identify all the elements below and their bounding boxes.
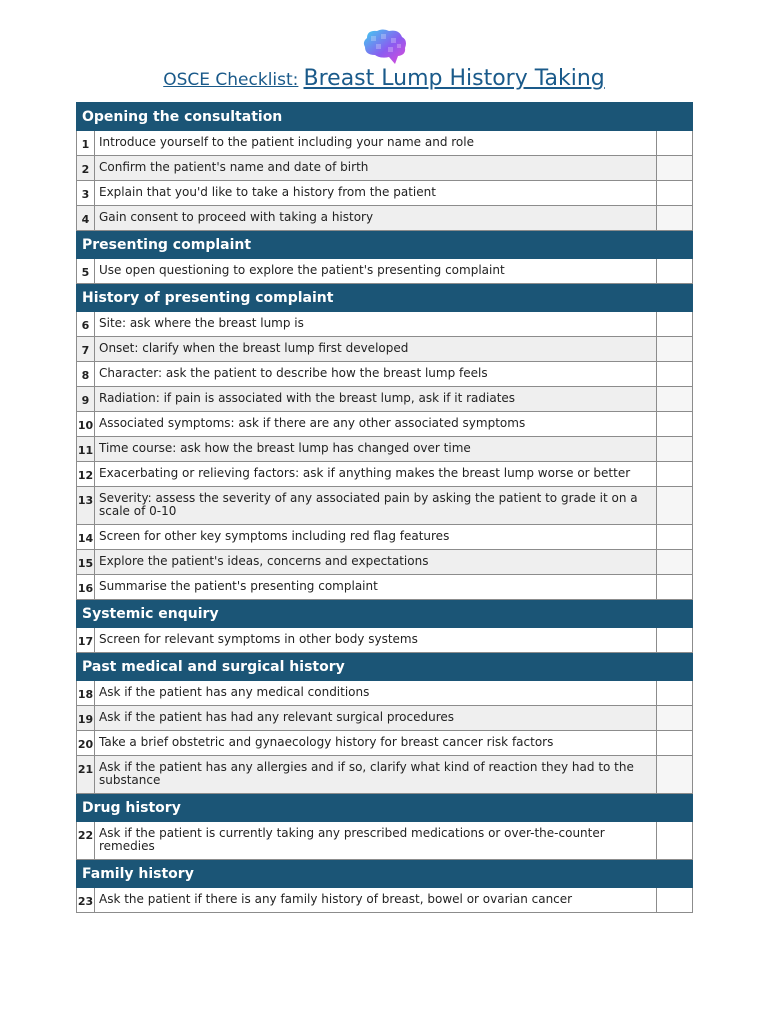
checklist-item <box>77 888 693 913</box>
item-text: Ask if the patient has any allergies and if so, clarify what kind of reaction they had to the substance <box>95 756 657 794</box>
checklist-item <box>77 706 693 731</box>
item-checkbox[interactable] <box>657 681 693 706</box>
section-header <box>77 653 693 681</box>
item-text: Use open questioning to explore the patient's presenting complaint <box>95 259 657 284</box>
title-main: Breast Lump History Taking <box>303 66 605 91</box>
checklist-item <box>77 437 693 462</box>
item-checkbox[interactable] <box>657 462 693 487</box>
item-text: Explore the patient's ideas, concerns and expectations <box>95 550 657 575</box>
checklist-item <box>77 206 693 231</box>
item-number: 9 <box>77 387 95 412</box>
section-header <box>77 600 693 628</box>
checklist-item <box>77 487 693 525</box>
item-text: Confirm the patient's name and date of birth <box>95 156 657 181</box>
item-text: Onset: clarify when the breast lump first developed <box>95 337 657 362</box>
item-number: 1 <box>77 131 95 156</box>
section-header <box>77 231 693 259</box>
checklist-item <box>77 412 693 437</box>
item-text: Character: ask the patient to describe how the breast lump feels <box>95 362 657 387</box>
item-text: Screen for relevant symptoms in other body systems <box>95 628 657 653</box>
item-text: Screen for other key symptoms including red flag features <box>95 525 657 550</box>
item-checkbox[interactable] <box>657 387 693 412</box>
item-checkbox[interactable] <box>657 337 693 362</box>
item-checkbox[interactable] <box>657 731 693 756</box>
item-checkbox[interactable] <box>657 525 693 550</box>
checklist-item <box>77 337 693 362</box>
item-number: 8 <box>77 362 95 387</box>
item-text: Severity: assess the severity of any associated pain by asking the patient to grade it on a scale of 0-10 <box>95 487 657 525</box>
checklist-item <box>77 525 693 550</box>
checklist-item <box>77 731 693 756</box>
checklist-item <box>77 628 693 653</box>
section-title: Opening the consultation <box>77 103 693 131</box>
item-text: Summarise the patient's presenting complaint <box>95 575 657 600</box>
item-text: Site: ask where the breast lump is <box>95 312 657 337</box>
item-text: Ask if the patient has any medical conditions <box>95 681 657 706</box>
item-checkbox[interactable] <box>657 131 693 156</box>
item-text: Exacerbating or relieving factors: ask if anything makes the breast lump worse or better <box>95 462 657 487</box>
item-text: Gain consent to proceed with taking a history <box>95 206 657 231</box>
section-header <box>77 103 693 131</box>
item-number: 6 <box>77 312 95 337</box>
checklist-item <box>77 181 693 206</box>
checklist-item <box>77 462 693 487</box>
item-checkbox[interactable] <box>657 437 693 462</box>
item-text: Ask the patient if there is any family history of breast, bowel or ovarian cancer <box>95 888 657 913</box>
item-checkbox[interactable] <box>657 822 693 860</box>
section-title: Presenting complaint <box>77 231 693 259</box>
item-number: 12 <box>77 462 95 487</box>
item-text: Introduce yourself to the patient including your name and role <box>95 131 657 156</box>
checklist-item <box>77 259 693 284</box>
checklist-item <box>77 681 693 706</box>
item-number: 17 <box>77 628 95 653</box>
checklist-table <box>76 102 693 913</box>
item-checkbox[interactable] <box>657 181 693 206</box>
checklist-item <box>77 822 693 860</box>
item-text: Associated symptoms: ask if there are any other associated symptoms <box>95 412 657 437</box>
item-number: 16 <box>77 575 95 600</box>
section-title: Past medical and surgical history <box>77 653 693 681</box>
item-text: Ask if the patient has had any relevant surgical procedures <box>95 706 657 731</box>
item-text: Explain that you'd like to take a history from the patient <box>95 181 657 206</box>
checklist-item <box>77 131 693 156</box>
section-title: History of presenting complaint <box>77 284 693 312</box>
item-text: Ask if the patient is currently taking any prescribed medications or over-the-counter remedies <box>95 822 657 860</box>
item-checkbox[interactable] <box>657 550 693 575</box>
item-number: 3 <box>77 181 95 206</box>
item-number: 21 <box>77 756 95 794</box>
section-header <box>77 794 693 822</box>
item-number: 14 <box>77 525 95 550</box>
brain-logo-icon <box>361 28 409 66</box>
page-title <box>0 66 768 91</box>
checklist-item <box>77 156 693 181</box>
section-title: Family history <box>77 860 693 888</box>
item-checkbox[interactable] <box>657 312 693 337</box>
checklist-item <box>77 387 693 412</box>
item-number: 5 <box>77 259 95 284</box>
checklist-item <box>77 575 693 600</box>
item-number: 7 <box>77 337 95 362</box>
item-checkbox[interactable] <box>657 412 693 437</box>
item-checkbox[interactable] <box>657 706 693 731</box>
section-title: Drug history <box>77 794 693 822</box>
checklist-item <box>77 312 693 337</box>
item-checkbox[interactable] <box>657 259 693 284</box>
title-prefix: OSCE Checklist: <box>163 70 299 90</box>
item-number: 2 <box>77 156 95 181</box>
section-header <box>77 860 693 888</box>
item-checkbox[interactable] <box>657 756 693 794</box>
item-text: Take a brief obstetric and gynaecology history for breast cancer risk factors <box>95 731 657 756</box>
item-checkbox[interactable] <box>657 362 693 387</box>
item-checkbox[interactable] <box>657 628 693 653</box>
item-text: Time course: ask how the breast lump has changed over time <box>95 437 657 462</box>
checklist-item <box>77 550 693 575</box>
section-header <box>77 284 693 312</box>
item-checkbox[interactable] <box>657 487 693 525</box>
item-number: 22 <box>77 822 95 860</box>
section-title: Systemic enquiry <box>77 600 693 628</box>
item-checkbox[interactable] <box>657 206 693 231</box>
item-checkbox[interactable] <box>657 156 693 181</box>
item-checkbox[interactable] <box>657 888 693 913</box>
item-number: 15 <box>77 550 95 575</box>
item-number: 13 <box>77 487 95 525</box>
item-number: 11 <box>77 437 95 462</box>
item-number: 20 <box>77 731 95 756</box>
checklist-item <box>77 362 693 387</box>
checklist-item <box>77 756 693 794</box>
item-text: Radiation: if pain is associated with the breast lump, ask if it radiates <box>95 387 657 412</box>
item-checkbox[interactable] <box>657 575 693 600</box>
item-number: 10 <box>77 412 95 437</box>
item-number: 4 <box>77 206 95 231</box>
item-number: 19 <box>77 706 95 731</box>
item-number: 23 <box>77 888 95 913</box>
item-number: 18 <box>77 681 95 706</box>
